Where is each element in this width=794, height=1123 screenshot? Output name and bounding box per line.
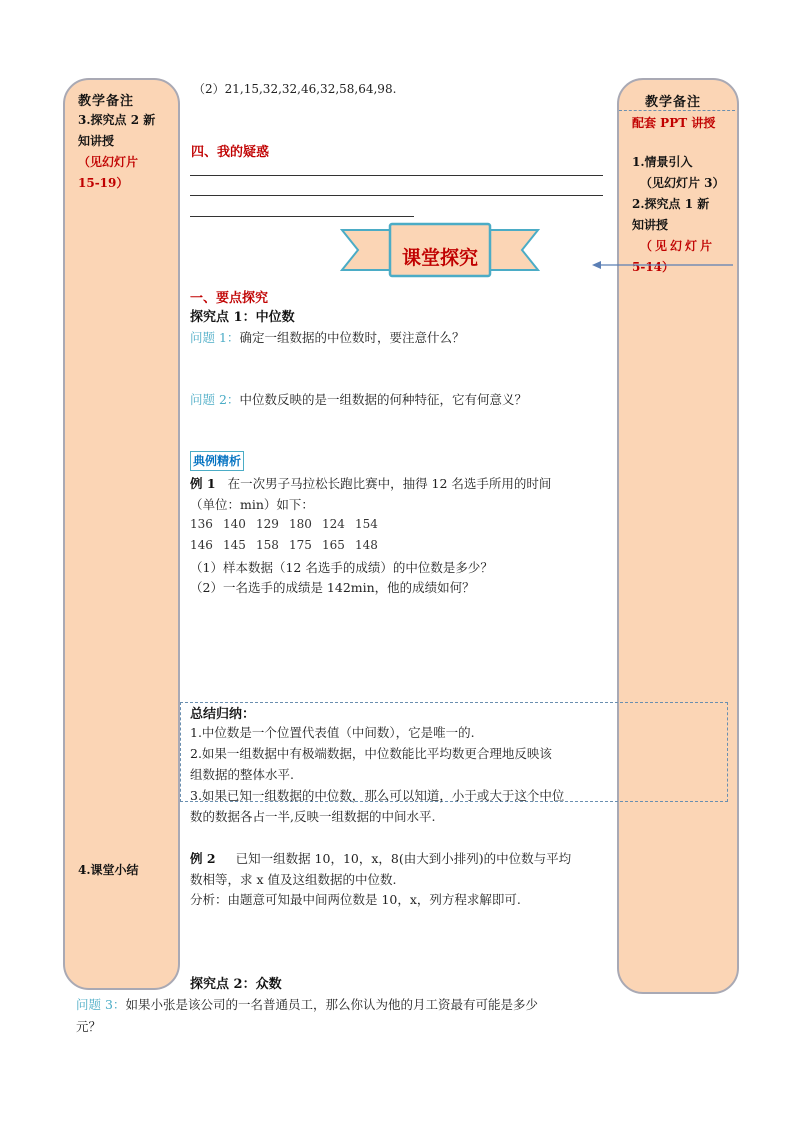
- right-item1-line-b: （见幻灯片 3）: [640, 176, 725, 190]
- point1-heading: 探究点 1：中位数: [190, 310, 295, 325]
- banner-title: 课堂探究: [401, 247, 478, 269]
- left-notes-item2: 4.课堂小结: [78, 863, 139, 877]
- right-item2-line-c: （见幻灯片: [640, 239, 716, 253]
- left-item1-line-b: 知讲授: [78, 134, 115, 148]
- data-cell: 148: [355, 538, 378, 552]
- data-cell: 129: [256, 517, 279, 531]
- summary-heading: 总结归纳：: [190, 707, 256, 722]
- point2-heading: 探究点 2：众数: [190, 977, 282, 992]
- question-3-line-2: 元？: [76, 1019, 102, 1034]
- question-1-text: 确定一组数据的中位数时，要注意什么？: [239, 330, 465, 345]
- data-cell: 175: [289, 538, 312, 552]
- summary-point-2b: 组数据的整体水平.: [190, 767, 294, 782]
- answer-line-3: [190, 216, 414, 217]
- right-item2-line-a: 2.探究点 1 新: [632, 197, 710, 211]
- example-2-line-1: [190, 849, 610, 867]
- data-cell: 124: [322, 517, 345, 531]
- left-notes-title: 教学备注: [78, 94, 135, 109]
- example-2-text: 已知一组数据 10，10，x，8(由大到小排列)的中位数与平均: [235, 851, 572, 866]
- data-cell: 158: [256, 538, 279, 552]
- example-1-question-2: （2）一名选手的成绩是 142min，他的成绩如何？: [190, 580, 475, 595]
- summary-point-1: 1.中位数是一个位置代表值（中间数），它是唯一的.: [190, 725, 475, 740]
- answer-line-1: [190, 175, 603, 176]
- question-1-label: 问题 1：: [190, 330, 240, 345]
- top-data-line: （2）21,15,32,32,46,32,58,64,98.: [193, 82, 397, 96]
- example-1-question-1: （1）样本数据（12 名选手的成绩）的中位数是多少？: [190, 560, 493, 575]
- answer-line-2: [190, 195, 603, 196]
- data-row-1: [190, 517, 388, 531]
- right-notes-divider: [619, 110, 735, 111]
- data-cell: 140: [223, 517, 246, 531]
- right-item2-line-d: 5-14）: [632, 260, 675, 274]
- question-2-label: 问题 2：: [190, 392, 240, 407]
- left-item1-line-a: 3.探究点 2 新: [78, 113, 156, 127]
- left-notes-item1: [78, 110, 174, 194]
- left-item1-line-d: 15-19）: [78, 176, 129, 190]
- data-cell: 145: [223, 538, 246, 552]
- doubt-heading: 四、我的疑惑: [191, 145, 270, 160]
- right-item1-line-a: 1.情景引入: [632, 155, 693, 169]
- question-3-label: 问题 3：: [76, 997, 126, 1012]
- example-2-label: 例 2: [190, 851, 216, 866]
- question-3-line-1: [76, 995, 636, 1013]
- summary-point-2a: 2.如果一组数据中有极端数据，中位数能比平均数更合理地反映该: [190, 746, 552, 761]
- section1-heading: 一、要点探究: [190, 291, 269, 306]
- arrow-left-icon: [590, 258, 735, 272]
- data-cell: 146: [190, 538, 213, 552]
- right-notes-subtitle: 配套 PPT 讲授: [632, 116, 716, 130]
- data-cell: 154: [355, 517, 378, 531]
- left-notes-panel: [63, 78, 180, 990]
- data-cell: 180: [289, 517, 312, 531]
- question-3-text: 如果小张是该公司的一名普通员工，那么你认为他的月工资最有可能是多少: [125, 997, 538, 1012]
- summary-point-3a: 3.如果已知一组数据的中位数，那么可以知道，小于或大于这个中位: [190, 788, 565, 803]
- example-1-line-2: （单位：min）如下：: [190, 497, 314, 512]
- data-cell: 136: [190, 517, 213, 531]
- question-2-text: 中位数反映的是一组数据的何种特征，它有何意义？: [239, 392, 527, 407]
- summary-point-3b: 数的数据各占一半,反映一组数据的中间水平.: [190, 809, 436, 824]
- left-item1-line-c: （见幻灯片: [78, 155, 139, 169]
- right-notes-title: 教学备注: [645, 95, 702, 110]
- example-tag: 典例精析: [190, 451, 244, 471]
- example-1-text: 在一次男子马拉松长跑比赛中，抽得 12 名选手所用的时间: [227, 476, 552, 491]
- example-2-line-2: 数相等，求 x 值及这组数据的中位数.: [190, 872, 397, 887]
- question-2: [190, 390, 527, 408]
- example-2-analysis: 分析：由题意可知最中间两位数是 10，x，列方程求解即可.: [190, 892, 521, 907]
- example-1-line-1: [190, 474, 610, 492]
- right-item2-line-b: 知讲授: [632, 218, 669, 232]
- example-1-label: 例 1: [190, 476, 216, 491]
- question-1: [190, 328, 464, 346]
- data-row-2: [190, 538, 388, 552]
- data-cell: 165: [322, 538, 345, 552]
